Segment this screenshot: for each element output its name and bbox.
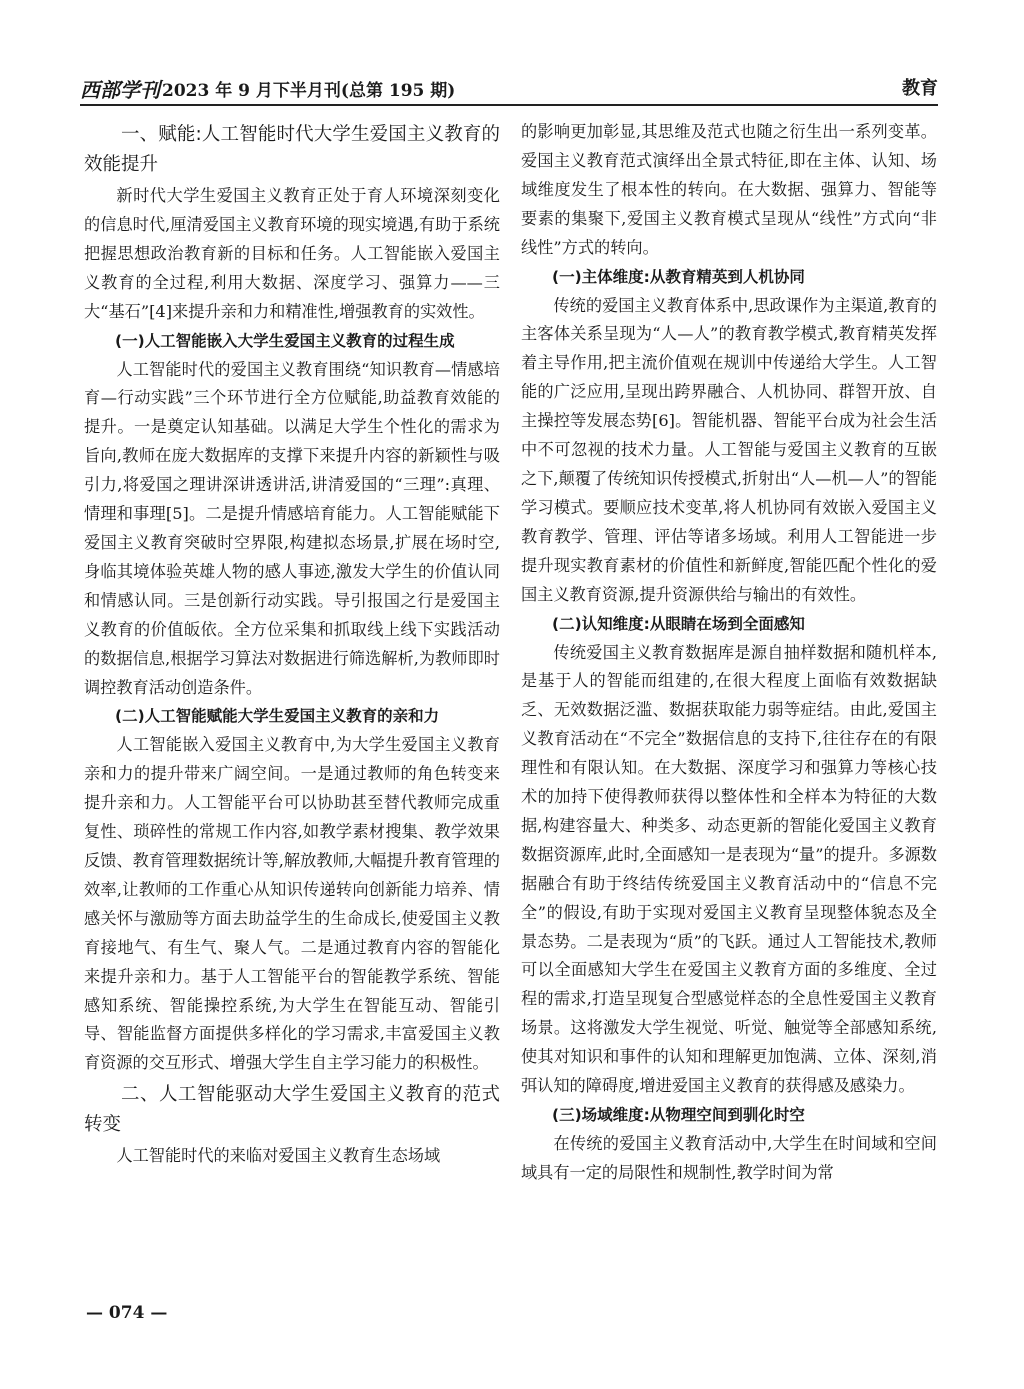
section-heading-2: 二、人工智能驱动大学生爱国主义教育的范式转变 [84,1084,500,1136]
paragraph: 传统爱国主义教育数据库是源自抽样数据和随机样本,是基于人的智能而组建的,在很大程度上面临有效数据缺乏、无效数据泛滥、数据获取能力弱等症结。由此,爱国主义教育活动在“不完全”数据信息的支持下,往往存在的有限理性和有限认知。在大数据、深度学习和强算力等核心技术的加持下使得教师获得以整体性和全样本为特征的大数据,构建容量大、种类多、动态更新的智能化爱国主义教育数据资源库,此时,全面感知一是表现为“量”的提升。多源数据融合有助于终结传统爱国主义教育活动中的“信息不完全”的假设,有助于实现对爱国主义教育呈现整体貌态及全景态势。二是表现为“质”的飞跃。通过人工智能技术,教师可以全面感知大学生在爱国主义教育方面的多维度、全过程的需求,打造呈现复合型感觉样态的全息性爱国主义教育场景。这将激发大学生视觉、听觉、触觉等全部感知系统,使其对知识和事件的认知和理解更加饱满、立体、深刻,消弭认知的障碍度,增进爱国主义教育的获得感及感染力。 [521,642,937,1096]
page-number: — 074 — [86,1303,168,1323]
right-column [521,118,937,1188]
section-heading-1: 一、赋能:人工智能时代大学生爱国主义教育的效能提升 [84,124,500,175]
subsection-heading: (二)人工智能赋能大学生爱国主义教育的亲和力 [115,707,440,726]
section-name: 教育 [902,78,938,99]
paragraph: 传统的爱国主义教育体系中,思政课作为主渠道,教育的主客体关系呈现为“人—人”的教育教学模式,教育精英发挥着主导作用,把主流价值观在规训中传递给大学生。人工智能的广泛应用,呈现出跨界融合、人机协同、群智开放、自主操控等发展态势[6]。智能机器、智能平台成为社会生活中不可忽视的技术力量。人工智能与爱国主义教育的互嵌之下,颠覆了传统知识传授模式,折射出“人—机—人”的智能学习模式。要顺应技术变革,将人机协同有效嵌入爱国主义教育教学、管理、评估等诸多场域。利用人工智能进一步提升现实教育素材的价值性和新鲜度,智能匹配个性化的爱国主义教育资源,提升资源供给与输出的有效性。 [521,295,937,604]
paragraph: 人工智能嵌入爱国主义教育中,为大学生爱国主义教育亲和力的提升带来广阔空间。一是通过教师的角色转变来提升亲和力。人工智能平台可以协助甚至替代教师完成重复性、琐碎性的常规工作内容,如教学素材搜集、教学效果反馈、教育管理数据统计等,解放教师,大幅提升教育管理的效率,让教师的工作重心从知识传递转向创新能力培养、情感关怀与激励等方面去助益学生的生命成长,使爱国主义教育接地气、有生气、聚人气。二是通过教育内容的智能化来提升亲和力。基于人工智能平台的智能教学系统、智能感知系统、智能操控系统,为大学生在智能互动、智能引导、智能监督方面提供多样化的学习需求,丰富爱国主义教育资源的交互形式、增强大学生自主学习能力的积极性。 [84,735,500,1073]
paragraph: 人工智能时代的来临对爱国主义教育生态场域 [116,1146,441,1166]
journal-name: 西部学刊 [80,78,160,102]
subsection-heading: (一)主体维度:从教育精英到人机协同 [552,267,805,286]
issue-info: 2023 年 9 月下半月刊(总第 195 期) [162,81,456,101]
subsection-heading: (二)认知维度:从眼睛在场到全面感知 [552,614,805,633]
paragraph: 人工智能时代的爱国主义教育围绕“知识教育—情感培育—行动实践”三个环节进行全方位赋能,助益教育效能的提升。一是奠定认知基础。以满足大学生个性化的需求为旨向,教师在庞大数据库的支撑下来提升内容的新颖性与吸引力,将爱国之理讲深讲透讲活,讲清爱国的“三理”:真理、情理和事理[5]。二是提升情感培育能力。人工智能赋能下爱国主义教育突破时空界限,构建拟态场景,扩展在场时空,身临其境体验英雄人物的感人事迹,激发大学生的价值认同和情感认同。三是创新行动实践。导引报国之行是爱国主义教育的价值皈依。全方位采集和抓取线上线下实践活动的数据信息,根据学习算法对数据进行筛选解析,为教师即时调控教育活动创造条件。 [84,359,500,697]
paragraph: 的影响更加彰显,其思维及范式也随之衍生出一系列变革。爱国主义教育范式演绎出全景式特征,即在主体、认知、场域维度发生了根本性的转向。在大数据、强算力、智能等要素的集聚下,爱国主义教育模式呈现从“线性”方式向“非线性”方式的转向。 [521,122,937,257]
page-header [80,70,938,106]
paragraph: 在传统的爱国主义教育活动中,大学生在时间域和空间域具有一定的局限性和规制性,教学时间为常 [521,1134,937,1182]
paragraph: 新时代大学生爱国主义教育正处于育人环境深刻变化的信息时代,厘清爱国主义教育环境的现实境遇,有助于系统把握思想政治教育新的目标和任务。人工智能嵌入爱国主义教育的全过程,利用大数据、深度学习、强算力——三大“基石”[4]来提升亲和力和精准性,增强教育的实效性。 [84,186,500,321]
subsection-heading: (三)场域维度:从物理空间到驯化时空 [552,1106,805,1124]
left-column [84,118,500,1171]
subsection-heading: (一)人工智能嵌入大学生爱国主义教育的过程生成 [115,331,455,350]
